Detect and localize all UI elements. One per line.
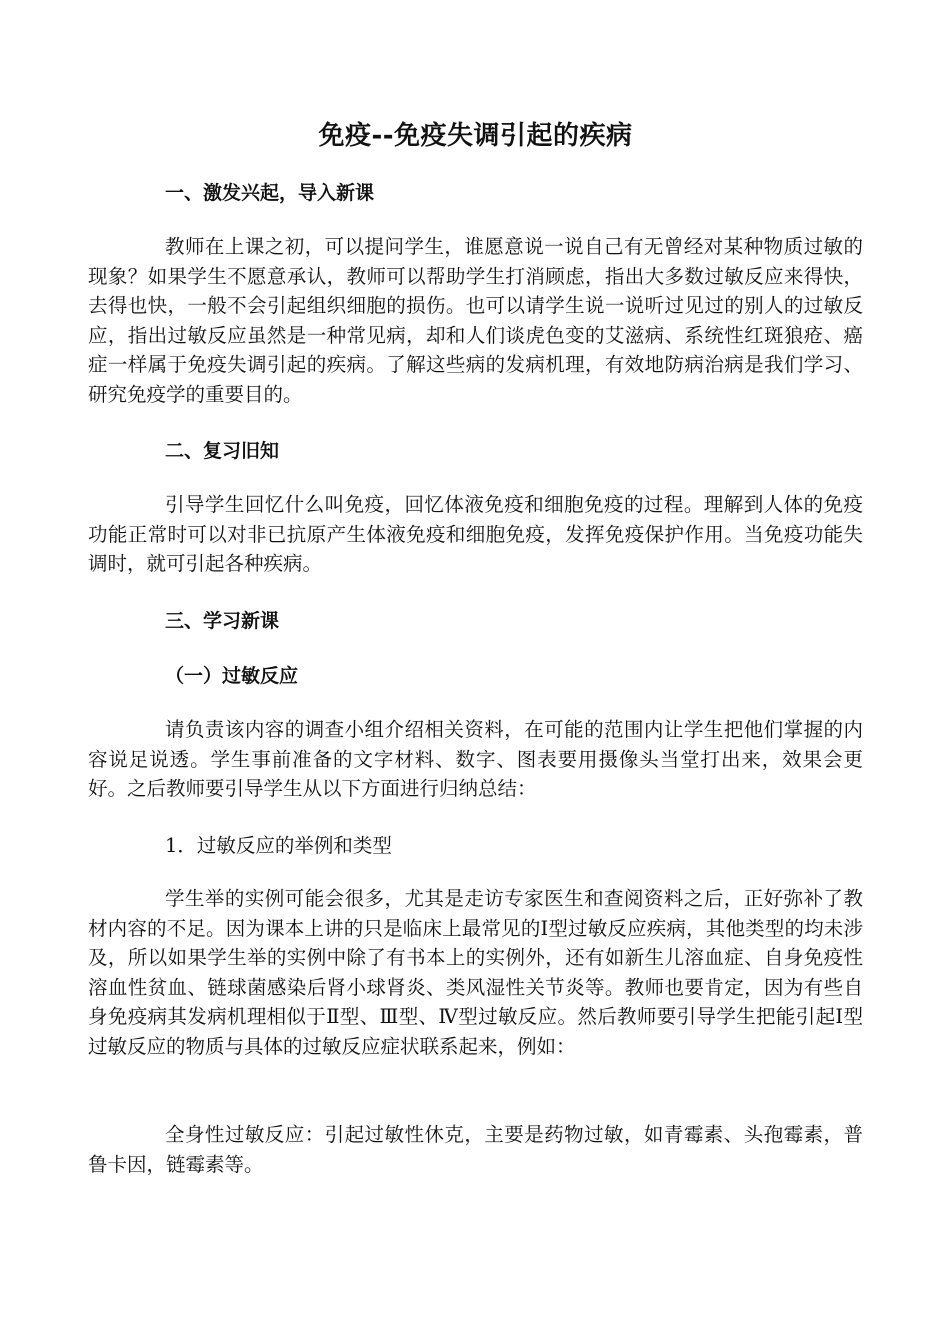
subsection-heading-allergy: （一）过敏反应 — [165, 665, 299, 687]
section-heading-1: 一、激发兴起，导入新课 — [165, 182, 375, 204]
section-heading-2: 二、复习旧知 — [165, 440, 280, 462]
document-title: 免疫--免疫失调引起的疾病 — [318, 121, 633, 151]
subsection-allergy-paragraph: 请负责该内容的调查小组介绍相关资料，在可能的范围内让学生把他们掌握的内容说足说透。学生事前准备的文字材料、数字、图表要用摄像头当堂打出来，效果会更好。之后教师要引导学生从以下方面进行归纳总结： — [88, 718, 863, 801]
list-item-examples-and-types: 1．过敏反应的举例和类型 — [165, 834, 392, 857]
section-1-paragraph: 教师在上课之初，可以提问学生，谁愿意说一说自己有无曾经对某种物质过敏的现象？如果学生不愿意承认，教师可以帮助学生打消顾虑，指出大多数过敏反应来得快，去得也快，一般不会引起组织细胞的损伤。也可以请学生说一说听过见过的别人的过敏反应，指出过敏反应虽然是一种常见病，却和人们谈虎色变的艾滋病、系统性红斑狼疮、癌症一样属于免疫失调引起的疾病。了解这些病的发病机理，有效地防病治病是我们学习、研究免疫学的重要目的。 — [88, 235, 863, 406]
section-heading-3: 三、学习新课 — [165, 610, 280, 632]
section-2-paragraph: 引导学生回忆什么叫免疫，回忆体液免疫和细胞免疫的过程。理解到人体的免疫功能正常时可以对非已抗原产生体液免疫和细胞免疫，发挥免疫保护作用。当免疫功能失调时，就可引起各种疾病。 — [88, 493, 863, 576]
systemic-allergy-paragraph: 全身性过敏反应：引起过敏性休克，主要是药物过敏，如青霉素、头孢霉素，普鲁卡因，链霉素等。 — [88, 1123, 863, 1176]
examples-paragraph: 学生举的实例可能会很多，尤其是走访专家医生和查阅资料之后，正好弥补了教材内容的不足。因为课本上讲的只是临床上最常见的Ⅰ型过敏反应疾病，其他类型的均未涉及，所以如果学生举的实例中除了有书本上的实例外，还有如新生儿溶血症、自身免疫性溶血性贫血、链球菌感染后肾小球肾炎、类风湿性关节炎等。教师也要肯定，因为有些自身免疫病其发病机理相似于Ⅱ型、Ⅲ型、Ⅳ型过敏反应。然后教师要引导学生把能引起Ⅰ型过敏反应的物质与具体的过敏反应症状联系起来，例如： — [88, 887, 863, 1058]
